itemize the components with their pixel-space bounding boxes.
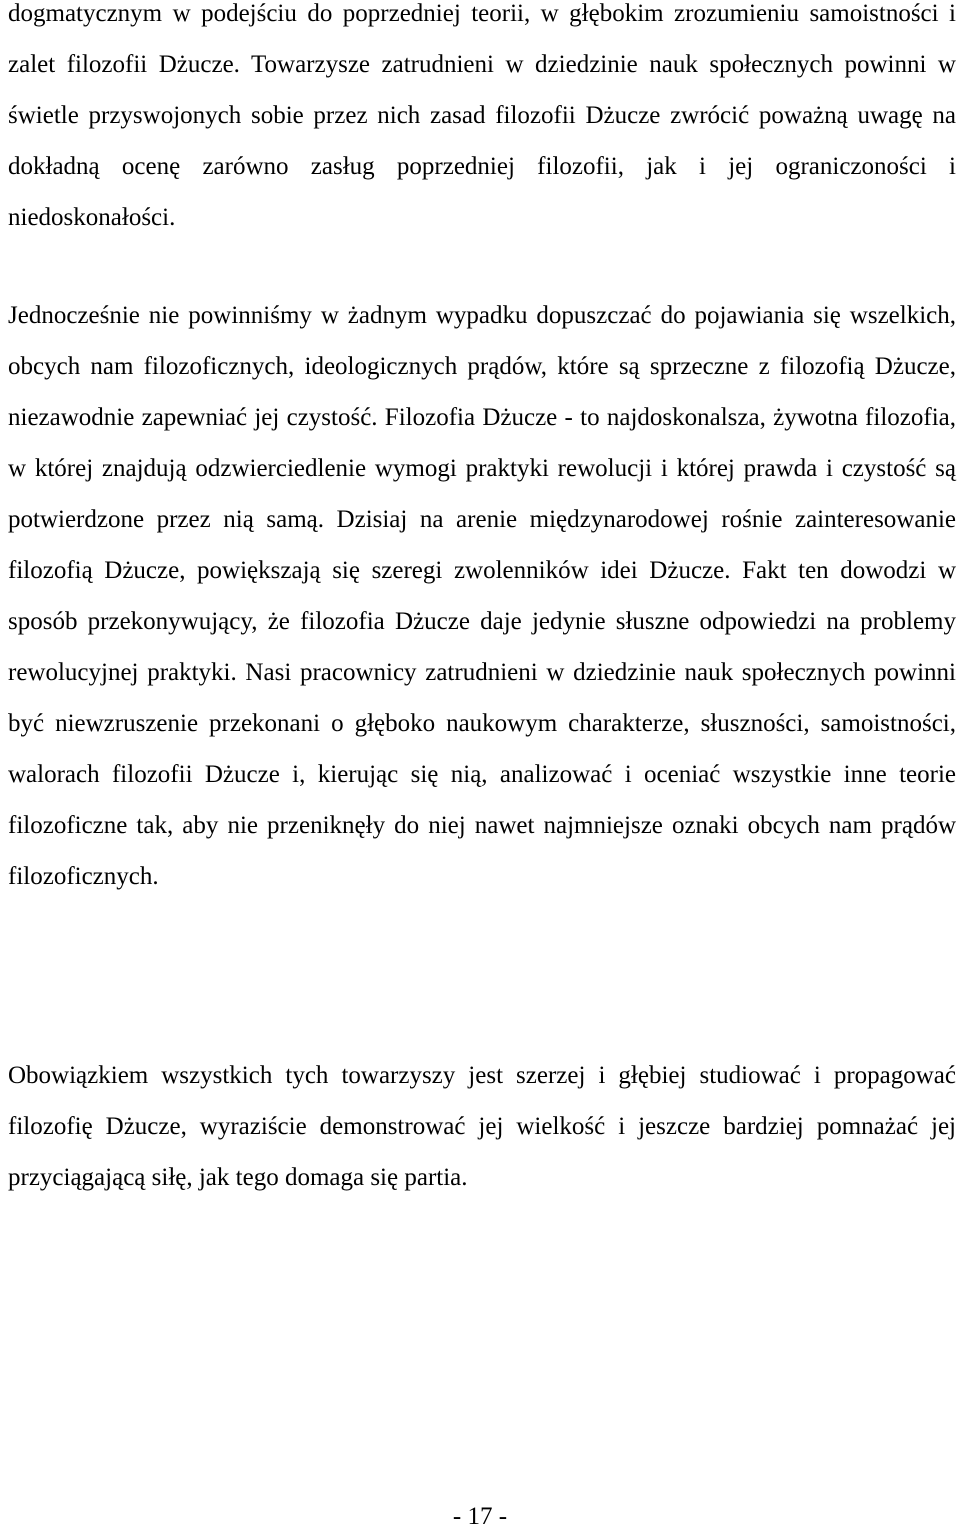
paragraph-2: Jednocześnie nie powinniśmy w żadnym wypadku dopuszczać do pojawiania się wszelkich, obcych nam filozoficznych, ideologicznych prądów, które są sprzeczne z filozofią Dżucze, niezawodnie zapewniać jej czystość. Filozofia Dżucze - to najdoskonalsza, żywotna filozofia, w której znajdują odzwierciedlenie wymogi praktyki rewolucji i której prawda i czystość są potwierdzone przez nią samą. Dzisiaj na arenie międzynarodowej rośnie zainteresowanie filozofią Dżucze, powiększają się szeregi zwolenników idei Dżucze. Fakt ten dowodzi w sposób przekonywujący, że filozofia Dżucze daje jedynie słuszne odpowiedzi na problemy rewolucyjnej praktyki. Nasi pracownicy zatrudnieni w dziedzinie nauk społecznych powinni być niewzruszenie przekonani o głęboko naukowym charakterze, słuszności, samoistności, walorach filozofii Dżucze i, kierując się nią, analizować i oceniać wszystkie inne teorie filozoficzne tak, aby nie przeniknęły do niej nawet najmniejsze oznaki obcych nam prądów filozoficznych. [8,302,956,890]
paragraph-1: dogmatycznym w podejściu do poprzedniej teorii, w głębokim zrozumieniu samoistności i zalet filozofii Dżucze. Towarzysze zatrudnieni w dziedzinie nauk społecznych powinni w świetle przyswojonych sobie przez nich zasad filozofii Dżucze zwrócić poważną uwagę na dokładną ocenę zarówno zasług poprzedniej filozofii, jak i jej ograniczoności i niedoskonałości. [8,0,956,231]
page-number: - 17 - [452,1503,508,1530]
paragraph-3: Obowiązkiem wszystkich tych towarzyszy jest szerzej i głębiej studiować i propagować filozofię Dżucze, wyraziście demonstrować jej wielkość i jeszcze bardziej pomnażać jej przyciągającą siłę, jak tego domaga się partia. [8,1062,956,1191]
